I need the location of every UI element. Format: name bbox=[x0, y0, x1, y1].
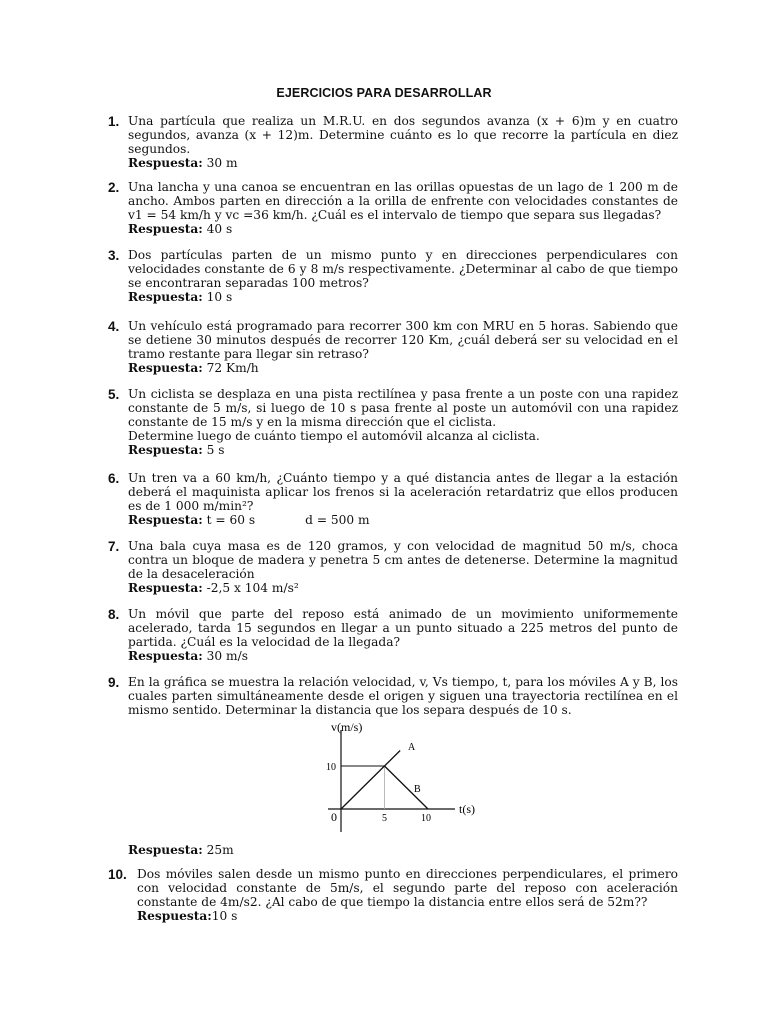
answer-value: 10 s bbox=[211, 909, 238, 923]
exercise-10 bbox=[108, 867, 678, 923]
exercise-answer bbox=[128, 443, 678, 457]
answer-label: Respuesta: bbox=[128, 649, 203, 663]
exercise-6 bbox=[108, 471, 678, 527]
exercise-answer bbox=[128, 290, 678, 304]
exercise-5 bbox=[108, 387, 678, 457]
answer-value: 40 s bbox=[202, 222, 233, 236]
exercise-statement: Un móvil que parte del reposo está animado de un movimiento uniformemente acelerado, tarda 15 segundos en llegar a un punto situado a 225 metros del punto de partida. ¿Cuál es la velocidad de la llegada? bbox=[128, 607, 678, 649]
exercise-answer bbox=[128, 843, 678, 857]
exercise-answer bbox=[128, 649, 678, 663]
answer-value: 5 s bbox=[202, 443, 225, 457]
answer-value: 30 m bbox=[202, 156, 238, 170]
answer-label: Respuesta: bbox=[128, 513, 203, 527]
exercise-1 bbox=[108, 114, 678, 170]
series-label-a: A bbox=[408, 742, 416, 753]
answer-value: 72 Km/h bbox=[202, 361, 259, 375]
exercise-statement: Una bala cuya masa es de 120 gramos, y con velocidad de magnitud 50 m/s, choca contra un bloque de madera y penetra 5 cm antes de detenerse. Determine la magnitud de la desaceleración bbox=[128, 539, 678, 581]
answer-value: 30 m/s bbox=[202, 649, 248, 663]
answer-label: Respuesta: bbox=[128, 443, 203, 457]
x-tick-label: 5 bbox=[382, 813, 387, 824]
exercise-statement: Un ciclista se desplaza en una pista rectilínea y pasa frente a un poste con una rapidez constante de 5 m/s, si luego de 10 s pasa frente al poste un automóvil con una rapidez constante de 15 m/s y en la misma dirección que el ciclista. bbox=[128, 387, 678, 429]
exercise-answer bbox=[128, 156, 678, 170]
exercise-number: 6. bbox=[108, 471, 120, 486]
exercise-8 bbox=[108, 607, 678, 663]
x-tick-label: 10 bbox=[421, 813, 431, 824]
series-b-line bbox=[385, 766, 429, 809]
velocity-time-chart bbox=[300, 716, 500, 838]
exercise-number: 2. bbox=[108, 180, 120, 195]
page-title: EJERCICIOS PARA DESARROLLAR bbox=[276, 86, 492, 100]
answer-label: Respuesta: bbox=[128, 843, 203, 857]
exercise-number: 1. bbox=[108, 114, 120, 129]
y-axis-label: v(m/s) bbox=[331, 720, 363, 734]
exercise-number: 4. bbox=[108, 319, 120, 334]
exercise-answer bbox=[128, 361, 678, 375]
answer-value: 25m bbox=[202, 843, 234, 857]
exercise-statement: Dos partículas parten de un mismo punto y en direcciones perpendiculares con velocidades constante de 6 y 8 m/s respectivamente. ¿Determinar al cabo de que tiempo se encontraran separadas 100 metros? bbox=[128, 248, 678, 290]
series-label-b: B bbox=[414, 784, 421, 795]
exercise-statement: Un vehículo está programado para recorrer 300 km con MRU en 5 horas. Sabiendo que se detiene 30 minutos después de recorrer 120 Km, ¿cuál deberá ser su velocidad en el tramo restante para llegar sin retraso? bbox=[128, 319, 678, 361]
exercise-statement: Dos móviles salen desde un mismo punto en direcciones perpendiculares, el primero con velocidad constante de 5m/s, el segundo parte del reposo con aceleración constante de 4m/s2. ¿Al cabo de que tiempo la distancia entre ellos será de 52m?? bbox=[137, 867, 678, 909]
exercise-statement: En la gráfica se muestra la relación velocidad, v, Vs tiempo, t, para los móviles A y B, los cuales parten simultáneamente desde el origen y siguen una trayectoria rectilínea en el mismo sentido. Determinar la distancia que los separa después de 10 s. bbox=[128, 675, 678, 717]
x-axis-label: t(s) bbox=[459, 802, 475, 816]
exercise-9-answer-block bbox=[108, 843, 678, 857]
answer-value-2: d = 500 m bbox=[305, 513, 370, 527]
exercise-statement: Un tren va a 60 km/h, ¿Cuánto tiempo y a qué distancia antes de llegar a la estación deberá el maquinista aplicar los frenos si la aceleración retardatriz que ellos producen es de 1 000 m/min²? bbox=[128, 471, 678, 513]
exercise-9 bbox=[108, 675, 678, 717]
exercise-statement: Una partícula que realiza un M.R.U. en dos segundos avanza (x + 6)m y en cuatro segundos, avanza (x + 12)m. Determine cuánto es lo que recorre la partícula en diez segundos. bbox=[128, 114, 678, 156]
series-a-line bbox=[341, 751, 400, 809]
answer-label: Respuesta: bbox=[128, 222, 203, 236]
answer-value: 10 s bbox=[202, 290, 233, 304]
answer-label: Respuesta: bbox=[137, 909, 212, 923]
exercise-number: 7. bbox=[108, 539, 120, 554]
exercise-answer bbox=[128, 513, 678, 527]
exercise-number: 3. bbox=[108, 248, 120, 263]
exercise-7 bbox=[108, 539, 678, 595]
answer-label: Respuesta: bbox=[128, 290, 203, 304]
exercise-number: 5. bbox=[108, 387, 120, 402]
answer-label: Respuesta: bbox=[128, 581, 203, 595]
exercise-statement-2: Determine luego de cuánto tiempo el automóvil alcanza al ciclista. bbox=[128, 429, 540, 443]
exercise-3 bbox=[108, 248, 678, 304]
exercise-answer bbox=[128, 581, 678, 595]
exercise-answer bbox=[128, 222, 678, 236]
answer-label: Respuesta: bbox=[128, 361, 203, 375]
answer-value: t = 60 s bbox=[202, 513, 256, 527]
answer-label: Respuesta: bbox=[128, 156, 203, 170]
exercise-statement: Una lancha y una canoa se encuentran en las orillas opuestas de un lago de 1 200 m de ancho. Ambos parten en dirección a la orilla de enfrente con velocidades constantes de v1 = 54 km/h y vc =36 km/h. ¿Cuál es el intervalo de tiempo que separa sus llegadas? bbox=[128, 180, 678, 222]
exercise-4 bbox=[108, 319, 678, 375]
exercise-number: 8. bbox=[108, 607, 120, 622]
exercise-2 bbox=[108, 180, 678, 236]
exercise-answer bbox=[137, 909, 678, 923]
answer-value: -2,5 x 104 m/s² bbox=[202, 581, 299, 595]
origin-label: 0 bbox=[331, 810, 337, 824]
exercise-number: 10. bbox=[108, 867, 127, 882]
y-tick-label: 10 bbox=[326, 762, 336, 773]
exercise-number: 9. bbox=[108, 675, 120, 690]
